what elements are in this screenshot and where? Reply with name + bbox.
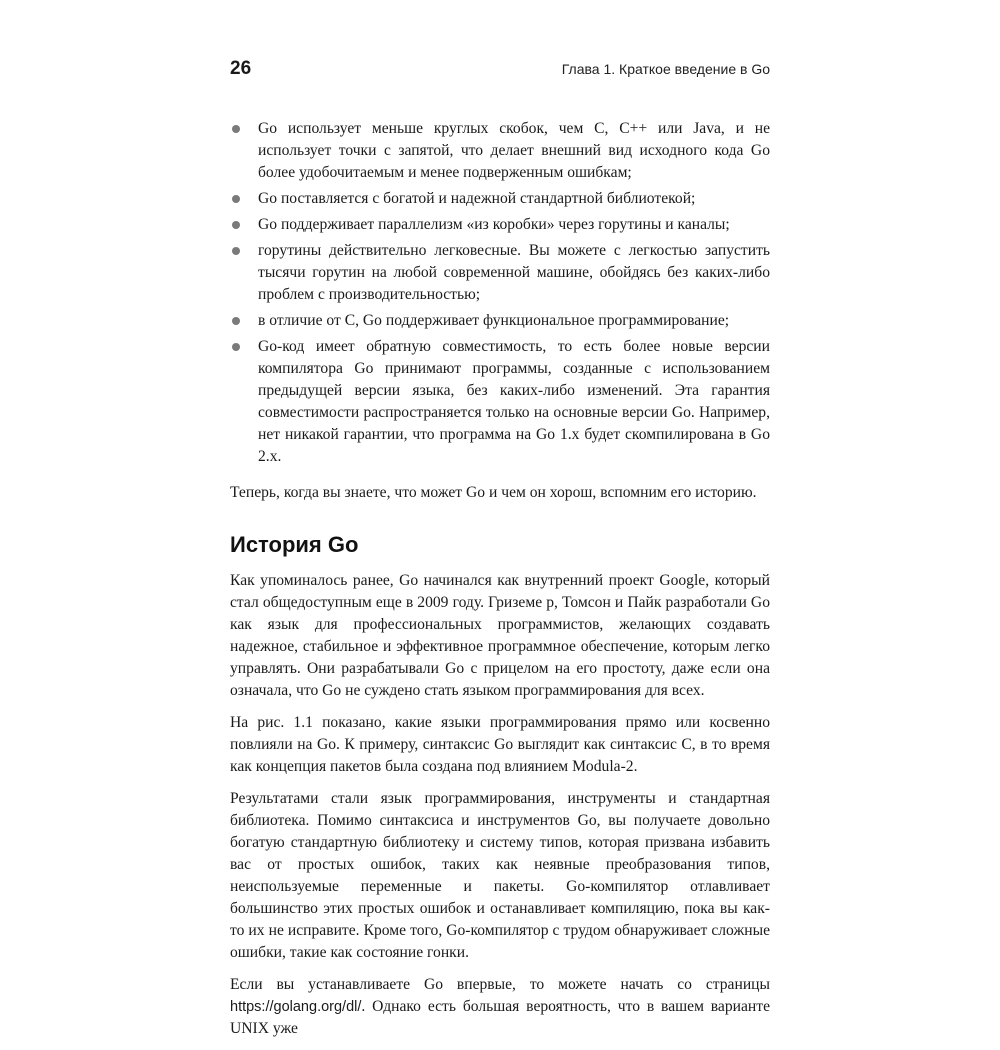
list-item [230, 336, 770, 468]
paragraph: Как упоминалось ранее, Go начинался как внутренний проект Google, который стал общедоступным еще в 2009 году. Гриземе р, Томсон и Пайк разработали Go как язык для профессиональных программистов, желающих создавать надежное, стабильное и эффективное программное обеспечение, которым легко управлять. Они разрабатывали Go с прицелом на его простоту, даже если она означала, что Go не суждено стать языком программирования для всех. [230, 572, 770, 699]
list-item [230, 118, 770, 184]
list-item [230, 214, 770, 236]
paragraph: На рис. 1.1 показано, какие языки программирования прямо или косвенно повлияли на Go. К примеру, синтаксис Go выглядит как синтаксис C, в то время как концепция пакетов была создана под влиянием Modula-2. [230, 714, 770, 775]
bullet-icon [232, 221, 240, 229]
list-item-text: Go использует меньше круглых скобок, чем C, C++ или Java, и не использует точки с запятой, что делает внешний вид исходного кода Go более удобочитаемым и менее подверженным ошибкам; [258, 120, 770, 181]
page-number: 26 [230, 58, 252, 79]
summary-paragraph: Теперь, когда вы знаете, что может Go и чем он хорош, вспомним его историю. [230, 484, 757, 501]
bullet-icon [232, 343, 240, 351]
list-item [230, 240, 770, 306]
list-item-text: Go поддерживает параллелизм «из коробки» через горутины и каналы; [258, 216, 730, 233]
bullet-icon [232, 317, 240, 325]
bullet-icon [232, 195, 240, 203]
running-head [230, 58, 770, 88]
bullet-icon [232, 247, 240, 255]
bullet-icon [232, 125, 240, 133]
download-link[interactable]: https://golang.org/dl/ [230, 999, 362, 1015]
paragraph-text: Если вы устанавливаете Go впервые, то можете начать со страницы [230, 976, 770, 993]
list-item-text: Go поставляется с богатой и надежной стандартной библиотекой; [258, 190, 696, 207]
feature-list [230, 118, 770, 468]
chapter-title: Глава 1. Краткое введение в Go [561, 61, 770, 77]
paragraph: Результатами стали язык программирования, инструменты и стандартная библиотека. Помимо синтаксиса и инструментов Go, вы получаете довольно богатую стандартную библиотеку и систему типов, которая призвана избавить вас от простых ошибок, таких как неявные преобразования типов, неиспользуемые переменные и пакеты. Go-компилятор отлавливает большинство этих простых ошибок и останавливает компиляцию, пока вы как-то их не исправите. Кроме того, Go-компилятор с трудом обнаруживает сложные ошибки, такие как состояние гонки. [230, 790, 770, 961]
list-item-text: Go-код имеет обратную совместимость, то есть более новые версии компилятора Go принимают программы, созданные с использованием предыдущей версии языка, без каких-либо изменений. Эта гарантия совместимости распространяется только на основные версии Go. Например, нет никакой гарантии, что программа на Go 1.x будет скомпилирована в Go 2.x. [258, 338, 770, 465]
list-item [230, 310, 770, 332]
list-item-text: в отличие от C, Go поддерживает функциональное программирование; [258, 312, 730, 329]
list-item-text: горутины действительно легковесные. Вы можете с легкостью запустить тысячи горутин на любой современной машине, обойдясь без каких-либо проблем с производительностью; [258, 242, 770, 303]
section-heading: История Go [230, 532, 359, 557]
paragraph [230, 974, 770, 1040]
list-item [230, 188, 770, 210]
book-page [230, 58, 770, 1050]
paragraph-text: . Однако есть большая вероятность, что в вашем варианте UNIX уже [230, 998, 770, 1037]
